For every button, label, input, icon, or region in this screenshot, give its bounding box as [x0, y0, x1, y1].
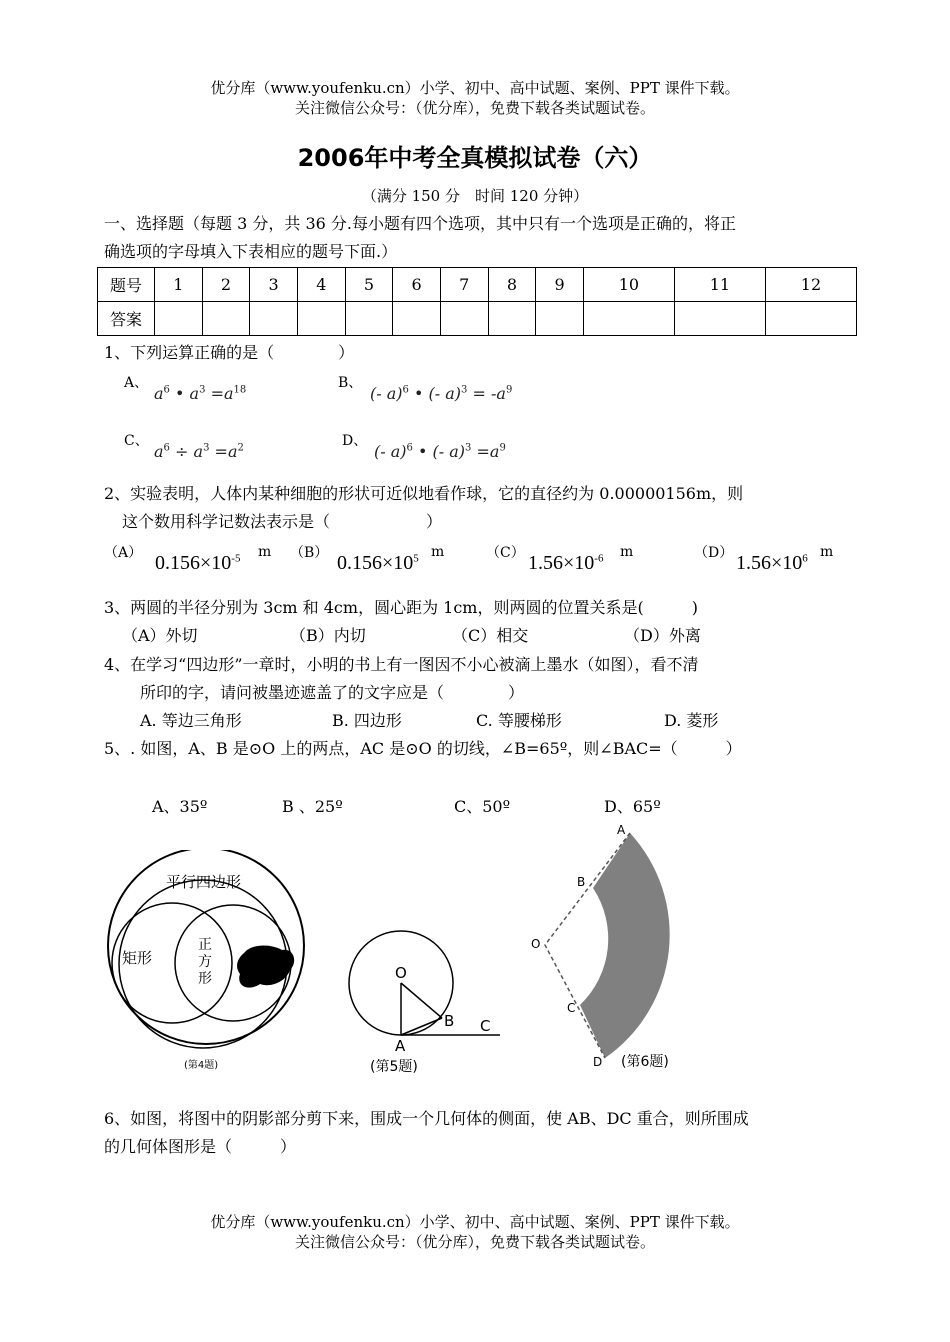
radius-ob: [401, 983, 442, 1018]
q2-d-label: （D）: [694, 545, 734, 561]
rectangle-label: 矩形: [122, 949, 153, 967]
answer-cell[interactable]: [583, 302, 674, 336]
table-cell-number: 8: [488, 268, 536, 302]
footer-line-1: 优分库（www.youfenku.cn）小学、初中、高中试题、案例、PPT 课件下载。: [210, 1213, 740, 1231]
q4-option-d: D. 菱形: [664, 711, 719, 730]
footer-line-2: 关注微信公众号：（优分库），免费下载各类试题试卷。: [294, 1233, 655, 1251]
square-label-2: 方: [198, 954, 212, 970]
q2-b-unit: m: [431, 544, 445, 560]
point-c-label: C: [480, 1017, 491, 1035]
square-label-1: 正: [198, 937, 212, 953]
q5-option-a: A、35º: [152, 797, 208, 816]
q2-c-value: $1.56\times 10^{-6}$: [528, 552, 604, 574]
q1-b-expression: (- a)$^6$ • (- $a)^3 = -a^9$: [370, 384, 513, 403]
q2-a-unit: m: [258, 544, 272, 560]
answer-cell[interactable]: [250, 302, 298, 336]
point-b-label: B: [444, 1012, 455, 1030]
q6-line-2: 的几何体图形是（ ）: [104, 1137, 297, 1156]
q3-option-b: （B）内切: [290, 626, 366, 645]
table-cell-number: 11: [674, 268, 765, 302]
square-label-3: 形: [198, 971, 212, 987]
figure-6-caption: (第6题): [621, 1054, 669, 1070]
q1-a-expression: $a^6$ • $a^3 =a^{18}$: [154, 384, 247, 403]
table-row-answers: [98, 302, 857, 336]
table-cell-number: 7: [440, 268, 488, 302]
q5-option-c: C、50º: [454, 797, 511, 816]
header-line-2: 关注微信公众号：（优分库），免费下载各类试题试卷。: [294, 99, 655, 117]
point-b-label: B: [577, 875, 586, 889]
q1-d-label: D、: [342, 433, 368, 449]
answer-cell[interactable]: [536, 302, 584, 336]
q1-a-label: A、: [124, 375, 149, 391]
table-cell-number: 6: [393, 268, 441, 302]
q2-c-unit: m: [620, 544, 634, 560]
answer-cell[interactable]: [393, 302, 441, 336]
chord-ab: [401, 1018, 442, 1035]
parallelogram-label: 平行四边形: [166, 873, 242, 891]
q5-option-b: B 、25º: [282, 797, 343, 816]
section1-line-2: 确选项的字母填入下表相应的题号下面.）: [104, 242, 398, 261]
point-d-label: D: [593, 1055, 603, 1069]
q3-option-d: （D）外离: [624, 626, 701, 645]
q2-c-label: （C）: [486, 545, 525, 561]
table-header-answer: 答案: [98, 302, 155, 336]
page-title: 2006年中考全真模拟试卷（六）: [297, 144, 653, 172]
q1-c-expression: $a^6 \div a^3 =a^2$: [154, 442, 244, 461]
answer-cell[interactable]: [345, 302, 393, 336]
point-o-label: O: [531, 937, 541, 951]
q2-b-value: $0.156\times 10^5$: [337, 552, 419, 574]
answer-cell[interactable]: [297, 302, 345, 336]
answer-cell[interactable]: [440, 302, 488, 336]
header-line-1: 优分库（www.youfenku.cn）小学、初中、高中试题、案例、PPT 课件下载。: [210, 79, 740, 97]
point-o-label: O: [395, 964, 407, 982]
q5-option-d: D、65º: [604, 797, 661, 816]
answer-cell[interactable]: [155, 302, 203, 336]
table-row-numbers: [98, 268, 857, 302]
table-cell-number: 9: [536, 268, 584, 302]
answer-cell[interactable]: [202, 302, 250, 336]
point-c-label: C: [567, 1001, 576, 1015]
point-a-label: A: [395, 1037, 406, 1055]
q4-line-2: 所印的字，请问被墨迹遮盖了的文字应是（ ）: [140, 683, 525, 702]
q3-stem: 3、两圆的半径分别为 3cm 和 4cm，圆心距为 1cm，则两圆的位置关系是( ): [104, 598, 698, 617]
table-cell-number: 4: [297, 268, 345, 302]
figure-6-annular-sector: [525, 820, 725, 1075]
q4-option-a: A. 等边三角形: [140, 711, 242, 730]
table-cell-number: 12: [765, 268, 856, 302]
q2-a-label: （A）: [104, 545, 143, 561]
q2-line-1: 2、实验表明，人体内某种细胞的形状可近似地看作球，它的直径约为 0.00000156m，则: [104, 484, 744, 503]
answer-cell[interactable]: [765, 302, 856, 336]
figure-5-circle-tangent: [340, 925, 515, 1080]
q6-line-1: 6、如图，将图中的阴影部分剪下来，围成一个几何体的侧面，使 AB、DC 重合，则所围成: [104, 1109, 749, 1128]
q1-d-expression: (- a)$^6$ • (- $a)^3 =a^9$: [374, 442, 506, 461]
q5-stem: 5、. 如图，A、B 是⊙O 上的两点，AC 是⊙O 的切线，∠B=65º，则∠BAC=（ ）: [104, 739, 742, 758]
q2-d-unit: m: [820, 544, 834, 560]
q1-b-label: B、: [338, 375, 363, 391]
table-cell-number: 1: [155, 268, 203, 302]
point-a-label: A: [617, 823, 626, 837]
answer-cell[interactable]: [674, 302, 765, 336]
q2-b-label: （B）: [290, 545, 329, 561]
q4-option-b: B. 四边形: [332, 711, 402, 730]
q4-option-c: C. 等腰梯形: [476, 711, 562, 730]
table-cell-number: 3: [250, 268, 298, 302]
shaded-region: [580, 833, 670, 1058]
q2-a-value: $0.156\times 10^{-5}$: [155, 552, 241, 574]
q1-c-label: C、: [124, 433, 149, 449]
answer-cell[interactable]: [488, 302, 536, 336]
answer-table: [97, 267, 857, 336]
q3-option-c: （C）相交: [452, 626, 529, 645]
section1-line-1: 一、选择题（每题 3 分，共 36 分.每小题有四个选项，其中只有一个选项是正确的，将正: [104, 214, 736, 233]
q2-d-value: $1.56\times 10^6$: [736, 552, 808, 574]
table-cell-number: 5: [345, 268, 393, 302]
q2-line-2: 这个数用科学记数法表示是（ ）: [122, 512, 443, 531]
table-cell-number: 10: [583, 268, 674, 302]
table-cell-number: 2: [202, 268, 250, 302]
figure-5-caption: (第5题): [370, 1059, 418, 1075]
figure-4-caption: (第4题): [184, 1060, 219, 1071]
q3-option-a: （A）外切: [122, 626, 198, 645]
figure-4-venn-diagram: [100, 850, 315, 1075]
table-header-number: 题号: [98, 268, 155, 302]
page-subtitle: （满分 150 分 时间 120 分钟）: [361, 187, 589, 205]
q4-line-1: 4、在学习“四边形”一章时，小明的书上有一图因不小心被滴上墨水（如图），看不清: [104, 655, 699, 674]
q1-stem: 1、下列运算正确的是（ ）: [104, 343, 355, 362]
